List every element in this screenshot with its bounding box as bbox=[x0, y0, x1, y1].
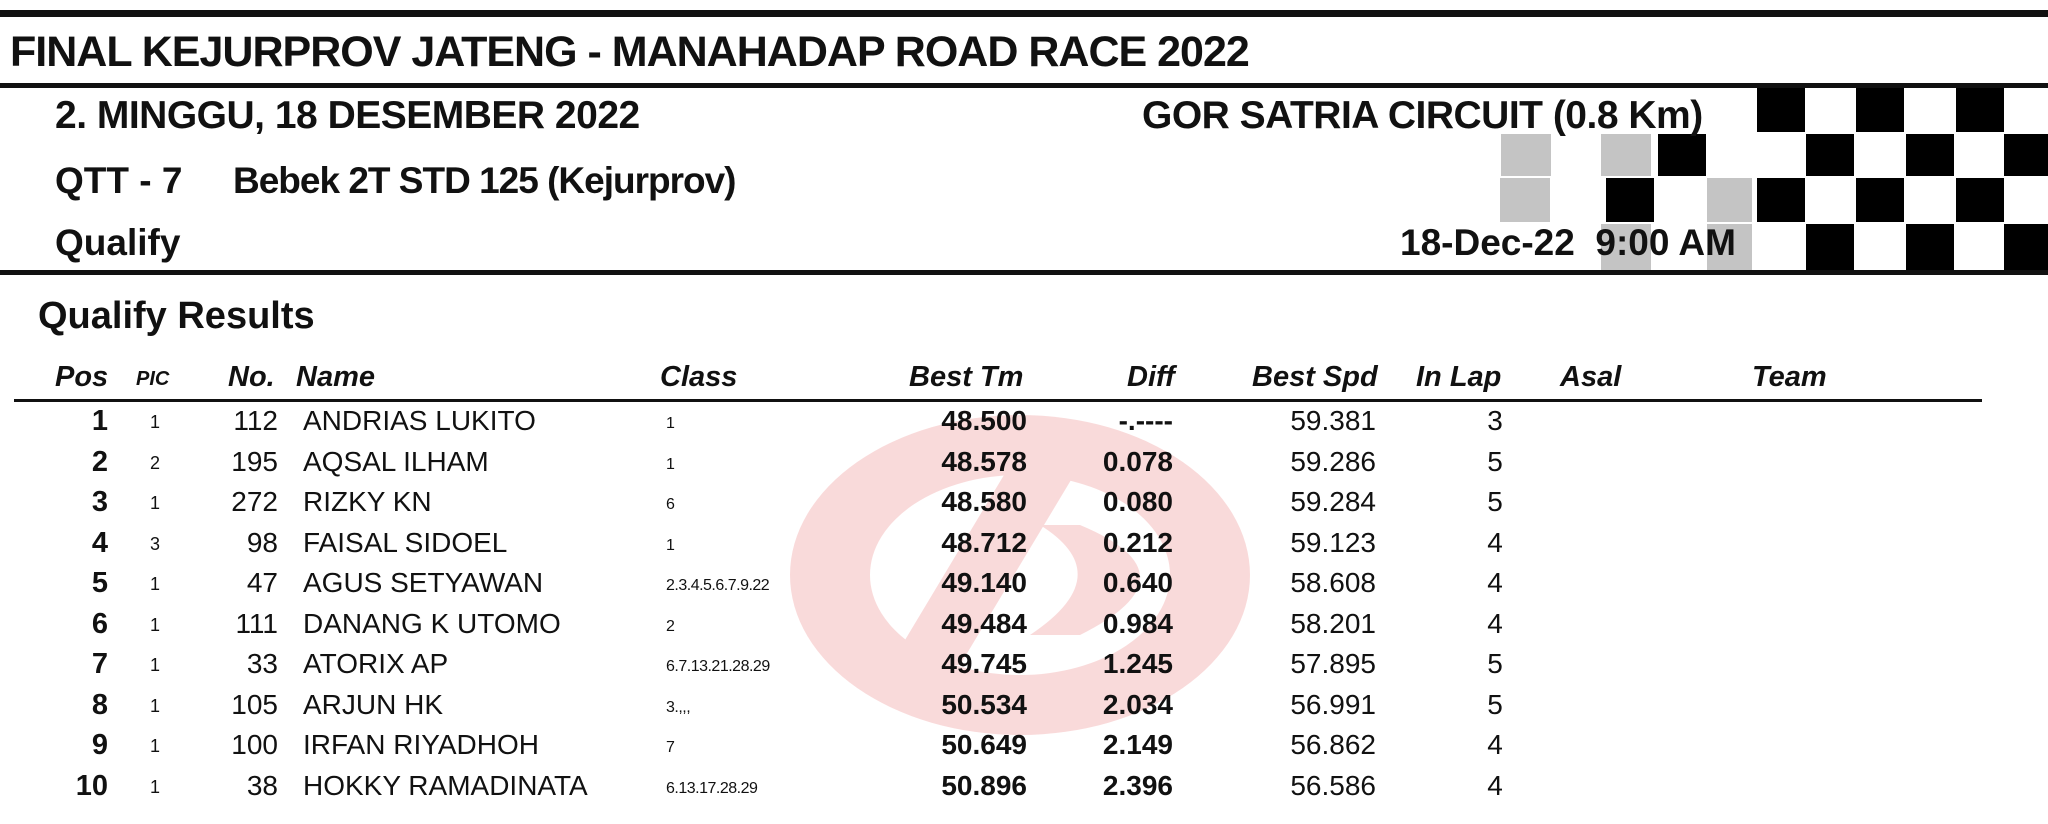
rider-name: ANDRIAS LUKITO bbox=[303, 405, 536, 436]
rider-class: 6.7.13.21.28.29 bbox=[666, 658, 770, 675]
time-diff: 1.245 bbox=[1102, 648, 1173, 679]
result-pic: 1 bbox=[150, 574, 161, 594]
time-diff: 0.212 bbox=[1102, 526, 1173, 558]
time-diff: 2.396 bbox=[1102, 769, 1173, 801]
result-pic: 1 bbox=[150, 655, 161, 675]
rider-class: 2.3.4.5.6.7.9.22 bbox=[666, 577, 770, 594]
circuit-name: GOR SATRIA CIRCUIT (0.8 Km) bbox=[1142, 94, 1703, 137]
time-diff: 0.640 bbox=[1102, 567, 1173, 598]
result-number: 195 bbox=[231, 445, 278, 477]
col-header-best-time: Best Tm bbox=[909, 361, 1024, 393]
col-header-pos: Pos bbox=[55, 361, 109, 393]
result-position: 10 bbox=[75, 769, 108, 802]
in-lap: 5 bbox=[1487, 486, 1503, 517]
time-diff: 2.034 bbox=[1102, 688, 1173, 720]
result-pic: 2 bbox=[150, 452, 161, 473]
best-time: 48.500 bbox=[941, 405, 1027, 436]
result-pic: 1 bbox=[150, 493, 161, 513]
result-number: 38 bbox=[246, 769, 278, 801]
best-speed: 56.586 bbox=[1290, 769, 1376, 801]
table-row bbox=[0, 729, 2048, 769]
session-class: Bebek 2T STD 125 (Kejurprov) bbox=[233, 160, 736, 201]
best-speed: 59.284 bbox=[1290, 486, 1376, 517]
result-position: 9 bbox=[91, 729, 108, 761]
time-diff: 0.078 bbox=[1102, 445, 1173, 477]
result-position: 1 bbox=[91, 405, 108, 437]
in-lap: 4 bbox=[1487, 526, 1503, 558]
rider-class: 6 bbox=[666, 496, 675, 513]
table-row bbox=[0, 527, 2048, 567]
time-diff: 0.984 bbox=[1102, 607, 1173, 639]
best-time: 49.484 bbox=[941, 607, 1027, 639]
rider-class: 1 bbox=[666, 415, 675, 432]
table-row bbox=[0, 689, 2048, 729]
event-date: 2. MINGGU, 18 DESEMBER 2022 bbox=[55, 94, 640, 137]
table-row bbox=[0, 567, 2048, 607]
best-speed: 59.286 bbox=[1290, 445, 1376, 477]
rider-class: 1 bbox=[666, 455, 675, 473]
result-number: 112 bbox=[233, 405, 278, 436]
event-title: FINAL KEJURPROV JATENG - MANAHADAP ROAD RACE 2022 bbox=[10, 28, 1249, 76]
best-time: 50.649 bbox=[941, 729, 1027, 760]
result-position: 5 bbox=[91, 567, 108, 599]
in-lap: 4 bbox=[1487, 567, 1503, 598]
best-time: 48.580 bbox=[941, 486, 1027, 517]
table-row bbox=[0, 405, 2048, 445]
in-lap: 4 bbox=[1487, 607, 1503, 639]
table-row bbox=[0, 770, 2048, 810]
col-header-no: No. bbox=[228, 361, 275, 393]
best-speed: 59.381 bbox=[1290, 405, 1376, 436]
col-header-team: Team bbox=[1752, 361, 1827, 393]
rider-class: 2 bbox=[666, 617, 675, 635]
column-header-rule bbox=[14, 399, 1982, 402]
best-time: 50.896 bbox=[941, 769, 1027, 801]
col-header-name: Name bbox=[296, 361, 375, 393]
rider-name: AGUS SETYAWAN bbox=[303, 567, 544, 598]
result-pic: 3 bbox=[150, 533, 161, 554]
col-header-asal: Asal bbox=[1560, 361, 1622, 393]
table-row bbox=[0, 486, 2048, 526]
result-position: 4 bbox=[91, 526, 108, 559]
best-time: 50.534 bbox=[941, 688, 1027, 720]
result-number: 47 bbox=[246, 567, 278, 598]
result-number: 98 bbox=[246, 526, 278, 558]
rider-class: 6.13.17.28.29 bbox=[666, 779, 758, 797]
session-prefix: QTT - 7 bbox=[55, 160, 183, 201]
session-timestamp: 18-Dec-22 9:00 AM bbox=[1400, 222, 1736, 263]
rider-name: AQSAL ILHAM bbox=[303, 445, 489, 477]
best-speed: 57.895 bbox=[1290, 648, 1376, 679]
time-diff: -.---- bbox=[1118, 405, 1173, 436]
best-speed: 56.991 bbox=[1290, 688, 1376, 720]
best-time: 48.578 bbox=[941, 445, 1027, 477]
rider-name: RIZKY KN bbox=[303, 486, 432, 517]
rider-name: DANANG K UTOMO bbox=[303, 607, 561, 639]
top-rule bbox=[0, 10, 2048, 17]
result-number: 100 bbox=[231, 729, 278, 760]
result-position: 8 bbox=[91, 688, 108, 721]
col-header-pic: PIC bbox=[136, 368, 170, 390]
table-row bbox=[0, 446, 2048, 486]
result-number: 33 bbox=[246, 648, 278, 679]
in-lap: 4 bbox=[1487, 729, 1503, 760]
result-number: 111 bbox=[235, 607, 278, 639]
best-time: 49.140 bbox=[941, 567, 1027, 598]
in-lap: 5 bbox=[1487, 445, 1503, 477]
best-speed: 58.608 bbox=[1290, 567, 1376, 598]
time-diff: 2.149 bbox=[1102, 729, 1173, 760]
rider-class: 3.,,, bbox=[666, 698, 691, 716]
in-lap: 5 bbox=[1487, 648, 1503, 679]
best-speed: 58.201 bbox=[1290, 607, 1376, 639]
result-number: 105 bbox=[231, 688, 278, 720]
col-header-diff: Diff bbox=[1127, 361, 1175, 393]
col-header-class: Class bbox=[660, 361, 738, 393]
rider-name: IRFAN RIYADHOH bbox=[303, 729, 539, 760]
result-position: 2 bbox=[91, 445, 108, 478]
in-lap: 5 bbox=[1487, 688, 1503, 720]
result-position: 3 bbox=[91, 486, 108, 518]
table-row bbox=[0, 608, 2048, 648]
rider-name: FAISAL SIDOEL bbox=[303, 526, 508, 558]
result-pic: 1 bbox=[150, 736, 161, 756]
best-time: 48.712 bbox=[941, 526, 1027, 558]
col-header-best-speed: Best Spd bbox=[1252, 361, 1378, 393]
result-number: 272 bbox=[231, 486, 278, 517]
rider-class: 1 bbox=[666, 536, 675, 554]
rider-name: ATORIX AP bbox=[303, 648, 449, 679]
result-position: 6 bbox=[91, 607, 108, 640]
section-title: Qualify Results bbox=[38, 295, 315, 337]
table-row bbox=[0, 648, 2048, 688]
rider-name: HOKKY RAMADINATA bbox=[303, 769, 588, 801]
time-diff: 0.080 bbox=[1102, 486, 1173, 517]
result-pic: 1 bbox=[150, 695, 161, 716]
session-type: Qualify bbox=[55, 222, 181, 263]
result-position: 7 bbox=[91, 648, 108, 680]
col-header-in-lap: In Lap bbox=[1416, 361, 1502, 393]
rider-name: ARJUN HK bbox=[303, 688, 444, 720]
title-rule bbox=[0, 83, 2048, 88]
in-lap: 4 bbox=[1487, 769, 1503, 801]
best-time: 49.745 bbox=[941, 648, 1027, 679]
best-speed: 59.123 bbox=[1290, 526, 1376, 558]
result-pic: 1 bbox=[150, 776, 161, 797]
header-bottom-rule bbox=[0, 270, 2048, 275]
best-speed: 56.862 bbox=[1290, 729, 1376, 760]
result-pic: 1 bbox=[150, 614, 161, 635]
result-pic: 1 bbox=[150, 412, 161, 432]
in-lap: 3 bbox=[1487, 405, 1503, 436]
rider-class: 7 bbox=[666, 739, 675, 756]
